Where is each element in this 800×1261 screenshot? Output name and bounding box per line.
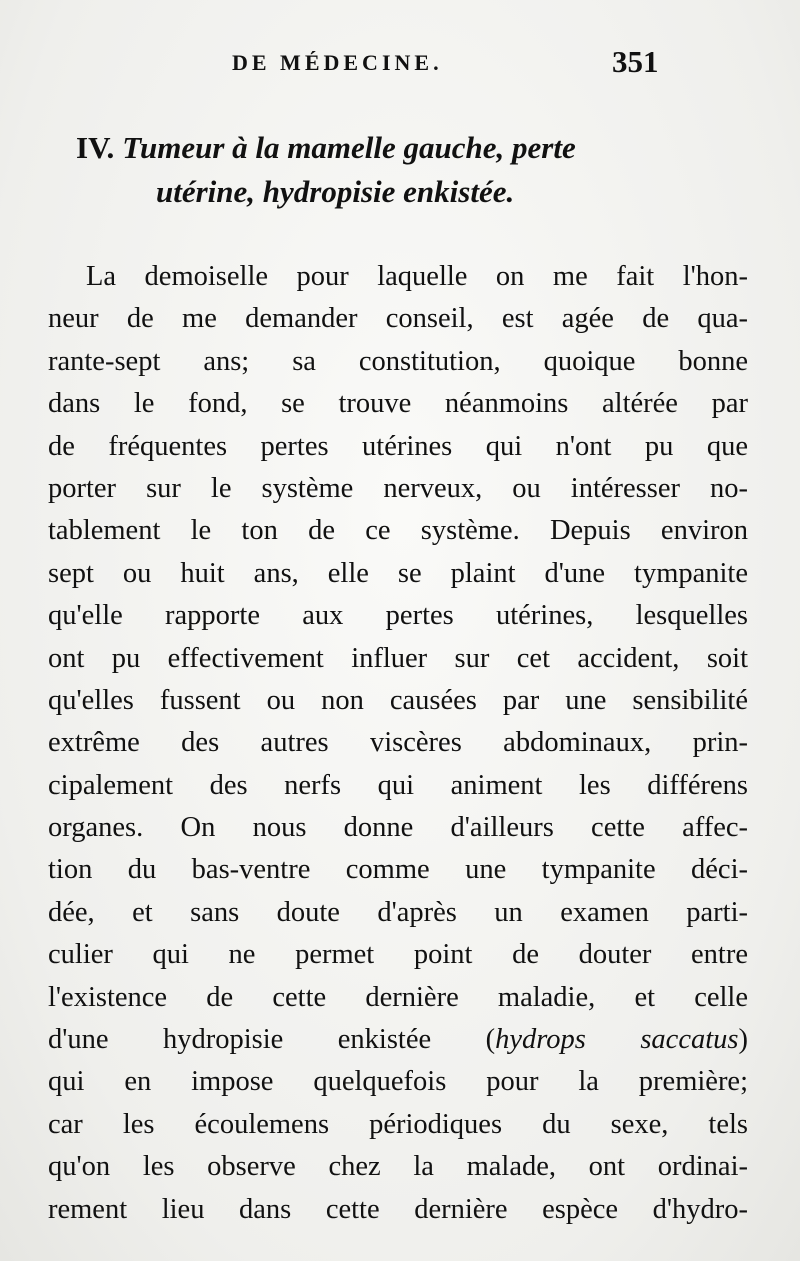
text-line: neur de me demander conseil, est agée de qua- [48, 303, 748, 335]
text-line: extrême des autres viscères abdominaux, prin- [48, 727, 748, 759]
text-line: qu'elle rapporte aux pertes utérines, lesquelles [48, 600, 748, 632]
text-line: car les écoulemens périodiques du sexe, tels [48, 1108, 748, 1140]
text-line: qu'elles fussent ou non causées par une sensibilité [48, 684, 748, 716]
text-line: ont pu effectivement influer sur cet accident, soit [48, 642, 748, 674]
text-line: cipalement des nerfs qui animent les différens [48, 769, 748, 801]
section-title-line-1 [76, 126, 576, 170]
text-line: de fréquentes pertes utérines qui n'ont pu que [48, 430, 748, 462]
text-line: rante-sept ans; sa constitution, quoique bonne [48, 345, 748, 377]
text-line: La demoiselle pour laquelle on me fait l'hon- [86, 261, 748, 292]
text-line: qui en impose quelquefois pour la première; [48, 1066, 748, 1098]
text-line: tablement le ton de ce système. Depuis environ [48, 515, 748, 547]
text-line: tion du bas-ventre comme une tympanite déci- [48, 854, 748, 886]
text-line: rement lieu dans cette dernière espèce d'hydro- [48, 1193, 748, 1225]
section-title-part-1: Tumeur à la mamelle gauche, perte [122, 130, 576, 165]
text-line: culier qui ne permet point de douter entre [48, 939, 748, 971]
text-segment: d'une hydropisie enkistée ( [48, 1024, 496, 1056]
text-line: l'existence de cette dernière maladie, et celle [48, 981, 748, 1013]
text-line: porter sur le système nerveux, ou intéresser no- [48, 472, 748, 504]
page-number: 351 [612, 44, 659, 79]
section-number: IV. [76, 130, 115, 165]
text-line-with-latin-term [48, 1019, 748, 1061]
text-line: dée, et sans doute d'après un examen parti- [48, 896, 748, 928]
text-line: organes. On nous donne d'ailleurs cette affec- [48, 812, 748, 844]
closing-paren: ) [738, 1024, 748, 1056]
section-title-line-2: utérine, hydropisie enkistée. [156, 174, 515, 209]
latin-term: hydrops saccatus [495, 1024, 739, 1056]
body-text [48, 256, 748, 1231]
text-line: dans le fond, se trouve néanmoins altérée par [48, 388, 748, 420]
text-line: qu'on les observe chez la malade, ont ordinai- [48, 1151, 748, 1183]
text-line: sept ou huit ans, elle se plaint d'une tympanite [48, 557, 748, 589]
page-header [0, 44, 800, 84]
running-title: DE MÉDECINE. [232, 50, 443, 75]
